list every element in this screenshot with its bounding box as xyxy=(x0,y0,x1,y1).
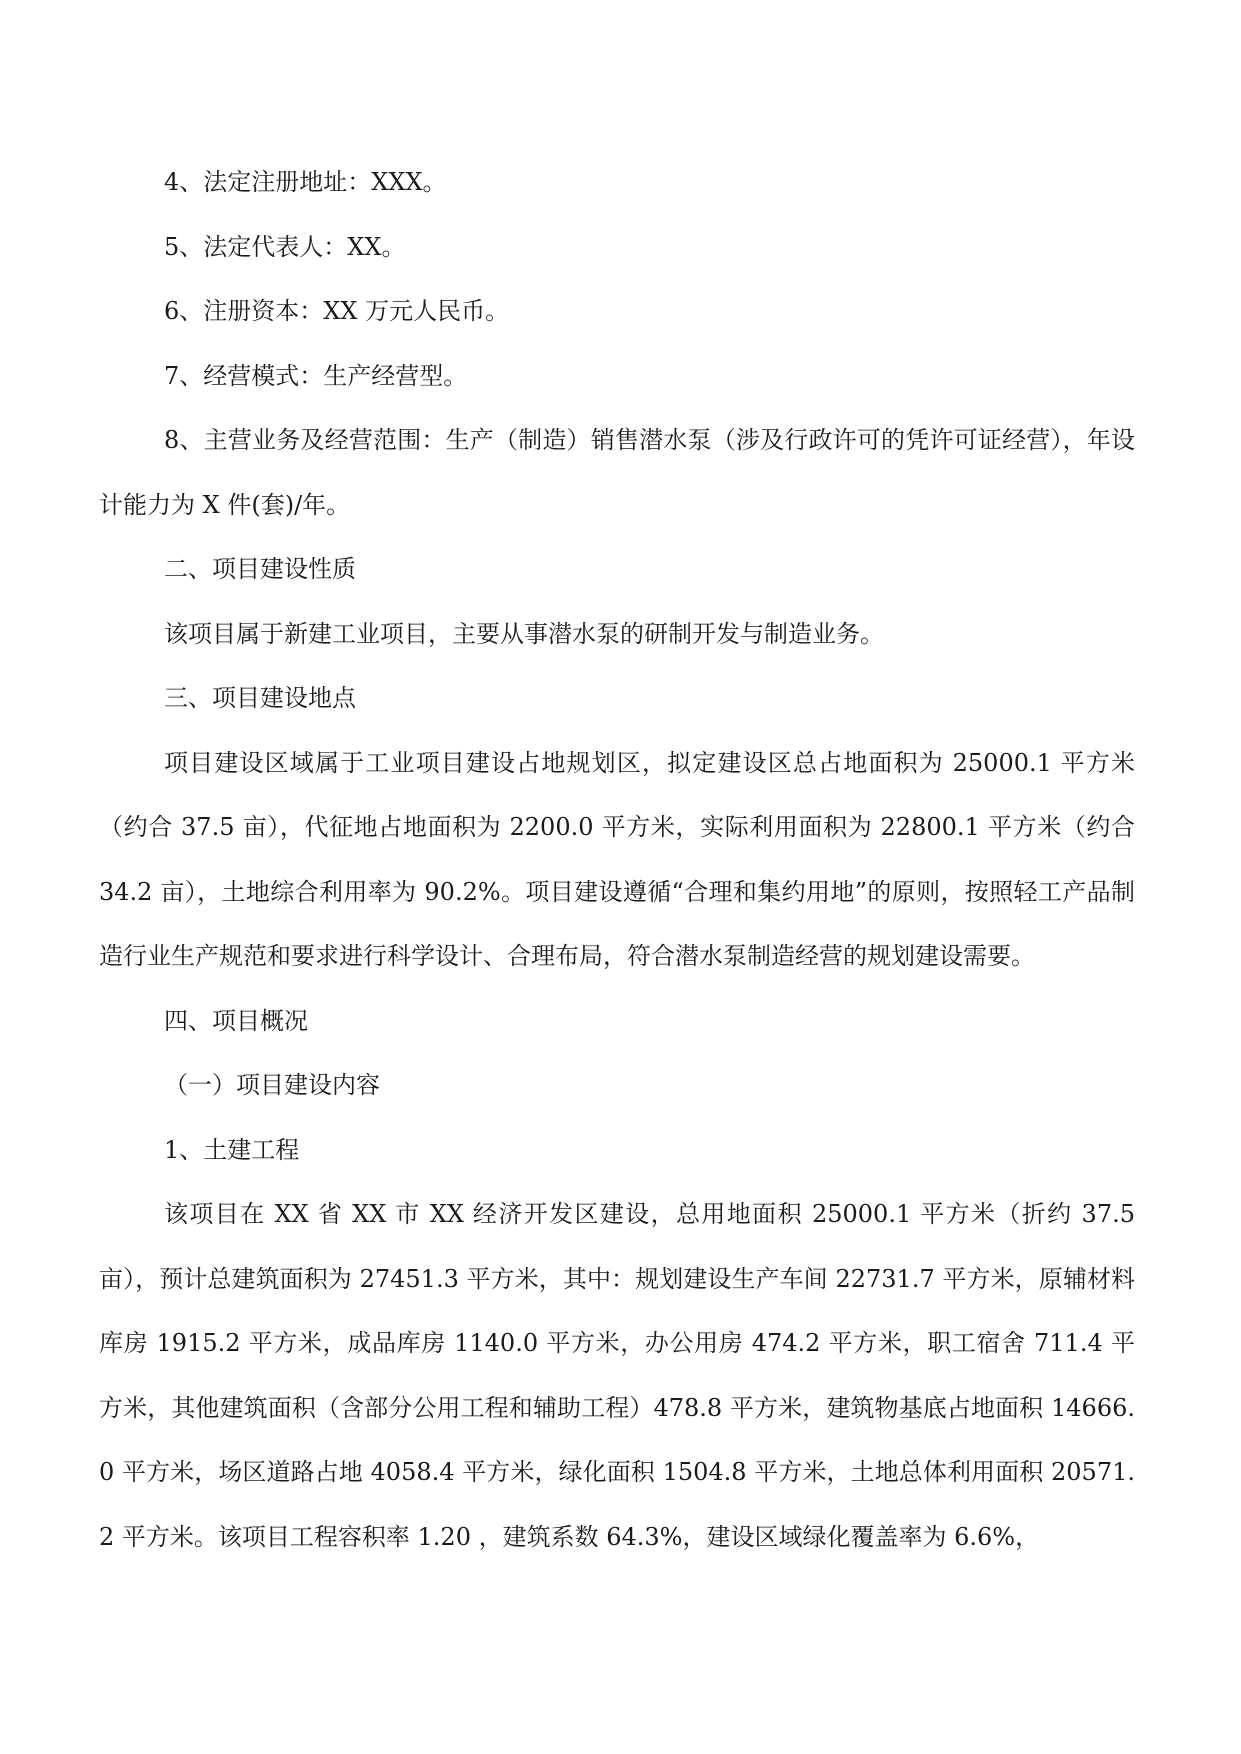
para-construction-nature: 该项目属于新建工业项目，主要从事潜水泵的研制开发与制造业务。 xyxy=(164,619,884,648)
heading-construction-location: 三、项目建设地点 xyxy=(164,684,356,712)
item-legal-representative: 5、法定代表人：XX。 xyxy=(164,232,406,261)
heading-project-overview: 四、项目概况 xyxy=(164,1006,308,1035)
subheading-civil-engineering: 1、土建工程 xyxy=(164,1135,300,1164)
item-registered-address: 4、法定注册地址：XXX。 xyxy=(164,168,447,196)
subheading-construction-content: （一）项目建设内容 xyxy=(164,1071,380,1099)
item-registered-capital: 6、注册资本：XX 万元人民币。 xyxy=(164,297,510,325)
item-business-model: 7、经营模式：生产经营型。 xyxy=(164,361,468,390)
para-construction-location: 项目建设区域属于工业项目建设占地规划区，拟定建设区总占地面积为 25000.1 平方米（约合 37.5 亩），代征地占地面积为 2200.0 平方米，实际利用面积为 22800.1 平方米（约合 34.2 亩），土地综合利用率为 90.2%。项目建设遵循“合理和集约用地”的原则，按照轻工产品制造行业生产规范和要求进行科学设计、合理布局，符合潜水泵制造经营的规划建设需要。 xyxy=(99,748,1135,970)
para-civil-engineering: 该项目在 XX 省 XX 市 XX 经济开发区建设，总用地面积 25000.1 平方米（折约 37.5 亩），预计总建筑面积为 27451.3 平方米，其中：规划建设生产车间 22731.7 平方米，原辅材料库房 1915.2 平方米，成品库房 1140.0 平方米，办公用房 474.2 平方米，职工宿舍 711.4 平方米，其他建筑面积（含部分公用工程和辅助工程）478.8 平方米，建筑物基底占地面积 14666.0 平方米，场区道路占地 4058.4 平方米，绿化面积 1504.8 平方米，土地总体利用面积 20571.2 平方米。该项目工程容积率 1.20 ，建筑系数 64.3%，建设区域绿化覆盖率为 6.6%， xyxy=(99,1200,1135,1551)
item-business-scope: 8、主营业务及经营范围：生产（制造）销售潜水泵（涉及行政许可的凭许可证经营），年设计能力为 X 件(套)/年。 xyxy=(99,426,1135,519)
document-body xyxy=(99,150,1135,1569)
heading-construction-nature: 二、项目建设性质 xyxy=(164,555,356,583)
